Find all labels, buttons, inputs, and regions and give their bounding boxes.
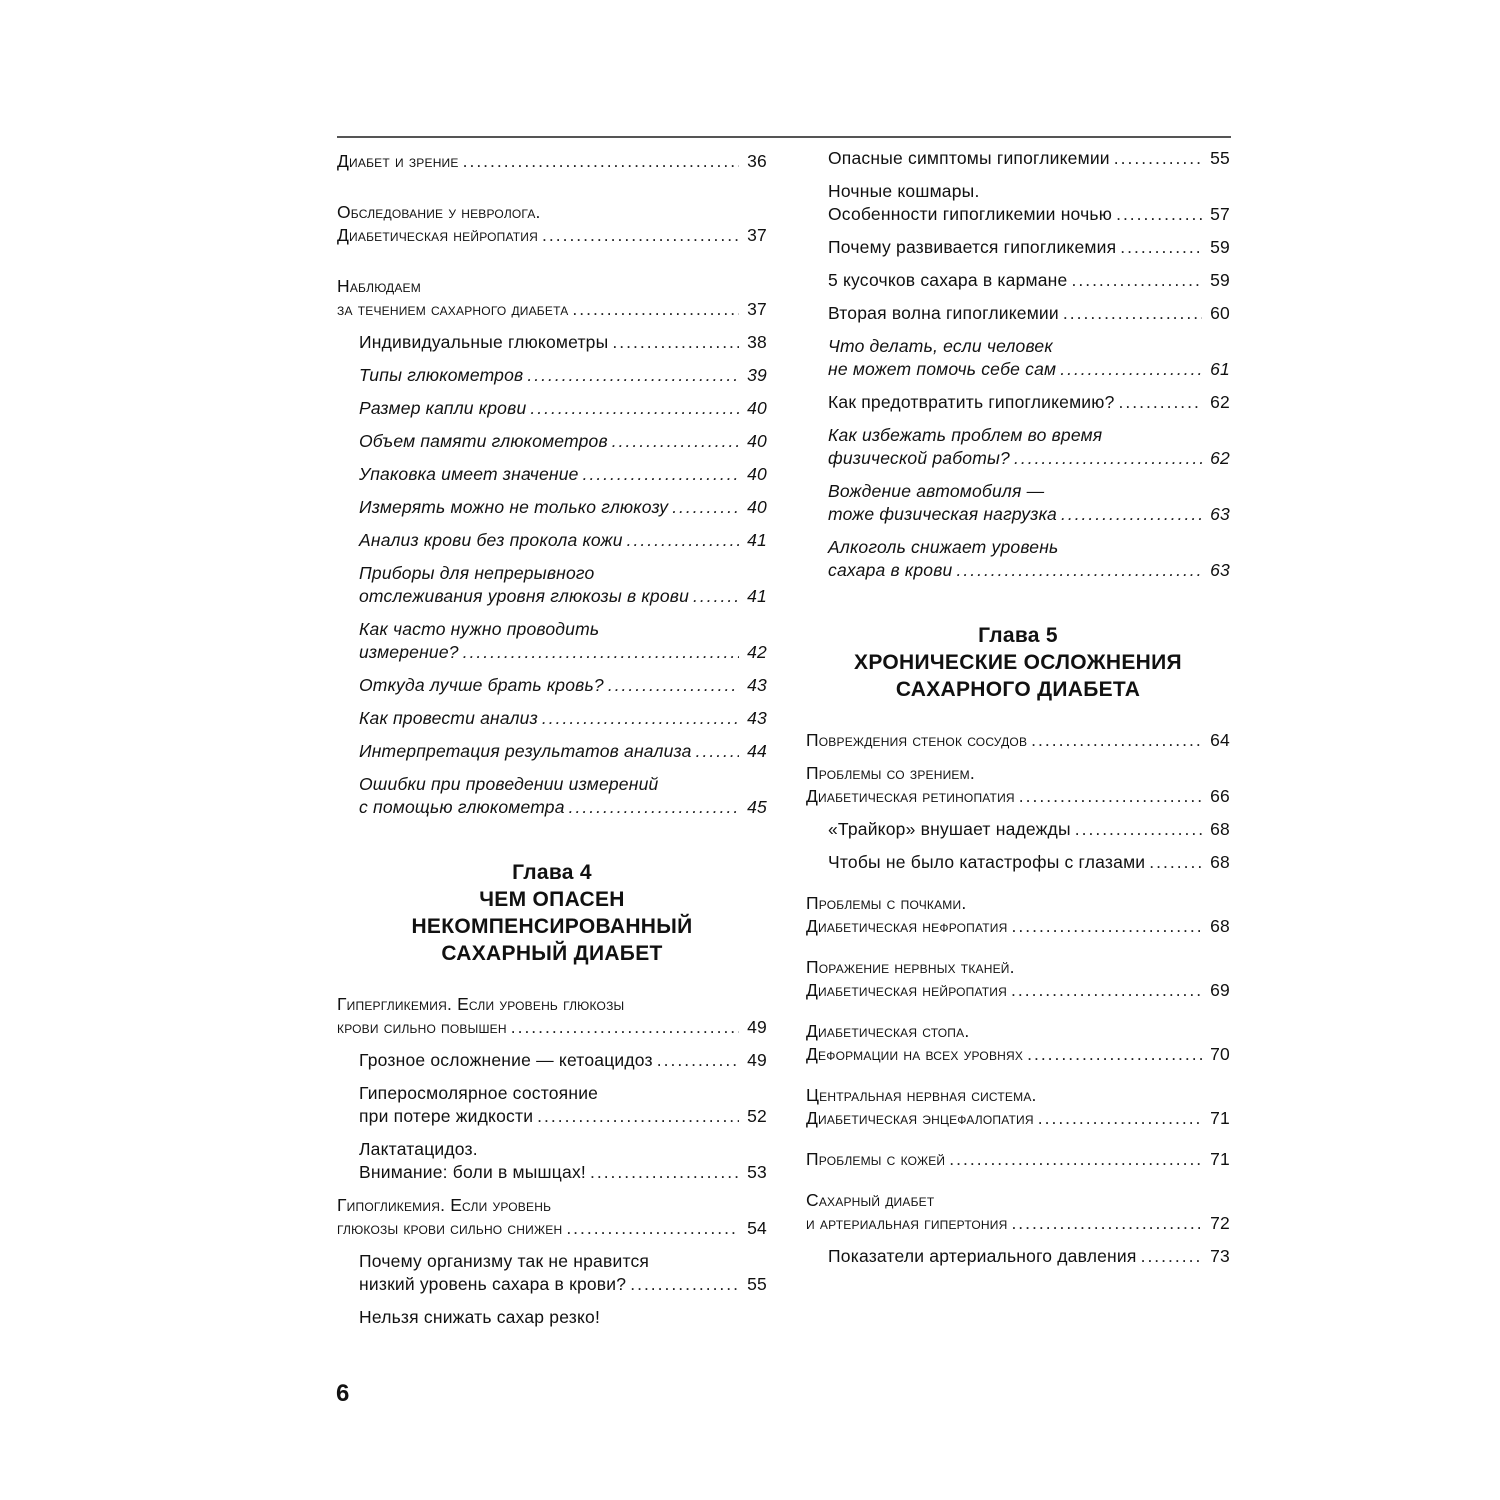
toc-page-number: 42 [747,642,767,662]
toc-page-number: 68 [1210,916,1230,936]
toc-page-number: 71 [1210,1149,1230,1169]
toc-entry [359,430,767,453]
toc-entry-text: тоже физическая нагрузка [828,504,1057,524]
toc-page-number: 49 [747,1050,767,1070]
toc-leader-dots [569,796,739,819]
toc-entry-text: Проблемы с кожей [806,1149,946,1169]
toc-page-number: 53 [747,1162,767,1182]
toc-page-number: 40 [747,398,767,418]
toc-page-number: 52 [747,1106,767,1126]
toc-page-number: 41 [747,586,767,606]
toc-leader-dots [612,331,739,354]
chapter-5-title-line-1: ХРОНИЧЕСКИЕ ОСЛОЖНЕНИЯ [854,651,1182,674]
toc-entry [828,269,1230,292]
toc-page-number: 71 [1210,1108,1230,1128]
toc-leader-dots [1061,503,1202,526]
toc-leader-dots [957,559,1203,582]
toc-leader-dots [1141,1245,1202,1268]
toc-left-column [337,150,767,1329]
toc-entry-text: с помощью глюкометра [359,797,565,817]
toc-list-left-2 [337,993,767,1329]
toc-entry [337,1194,767,1240]
toc-page-number: 69 [1210,980,1230,1000]
toc-leader-dots [583,463,739,486]
toc-entry-text: Как провести анализ [359,708,538,728]
toc-entry-text: Приборы для непрерывного [359,563,595,583]
toc-leader-dots [1011,979,1202,1002]
toc-leader-dots [1031,729,1202,752]
toc-leader-dots [672,496,739,519]
toc-page-number: 59 [1210,237,1230,257]
toc-entry-text: Индивидуальные глюкометры [359,332,609,352]
toc-leader-dots [1038,1107,1202,1130]
toc-entry [359,529,767,552]
toc-entry-text: Объем памяти глюкометров [359,431,608,451]
toc-page-number: 63 [1210,504,1230,524]
toc-entry-text: Интерпретация результатов анализа [359,741,692,761]
toc-entry-text: Вторая волна гипогликемии [828,303,1059,323]
toc-entry-text: и артериальная гипертония [806,1213,1008,1233]
toc-entry [337,150,767,173]
toc-page-number: 66 [1210,786,1230,806]
toc-list-right-1 [806,147,1230,582]
toc-entry-text: Ошибки при проведении измерений [359,774,659,794]
toc-page-number: 49 [747,1017,767,1037]
toc-entry [828,536,1230,582]
page-number: 6 [336,1380,350,1407]
toc-page-number: 44 [747,741,767,761]
toc-leader-dots [1149,851,1202,874]
toc-entry-text: Проблемы с почками. [806,893,967,913]
toc-leader-dots [608,674,739,697]
toc-leader-dots [612,430,739,453]
toc-page-number: 40 [747,497,767,517]
toc-entry-text: Почему организму так не нравится [359,1251,650,1271]
toc-page-number: 43 [747,675,767,695]
toc-entry-text: Диабетическая нейропатия [806,980,1007,1000]
toc-page-number: 54 [747,1218,767,1238]
toc-entry-text: Диабет и зрение [337,151,459,171]
toc-leader-dots [1071,269,1202,292]
toc-entry [337,993,767,1039]
toc-leader-dots [1012,915,1203,938]
toc-entry-text: «Трайкор» внушает надежды [828,819,1071,839]
toc-entry [359,1250,767,1296]
toc-entry-text: Внимание: боли в мышцах! [359,1162,586,1182]
toc-list-right-2 [806,729,1230,1268]
toc-page-number: 39 [747,365,767,385]
toc-page-number: 59 [1210,270,1230,290]
toc-leader-dots [566,1217,739,1240]
toc-entry-text: Нельзя снижать сахар резко! [359,1307,601,1327]
toc-entry-text: Диабетическая нейропатия [337,225,538,245]
toc-right-column [806,150,1230,1268]
toc-entry [828,236,1230,259]
toc-page-number: 38 [747,332,767,352]
toc-entry-text: 5 кусочков сахара в кармане [828,270,1068,290]
toc-page-number: 37 [747,299,767,319]
toc-entry [359,1049,767,1072]
toc-leader-dots [693,585,739,608]
toc-entry [337,201,767,247]
toc-leader-dots [630,1273,739,1296]
toc-leader-dots [1119,391,1202,414]
toc-entry-text: Диабетическая стопа. [806,1021,970,1041]
toc-leader-dots [572,298,739,321]
toc-entry-text: Проблемы со зрением. [806,763,975,783]
toc-entry-text: Гипогликемия. Если уровень [337,1195,552,1215]
toc-page-number: 73 [1210,1246,1230,1266]
toc-entry-text: Поражение нервных тканей. [806,957,1015,977]
toc-entry-text: Показатели артериального давления [828,1246,1137,1266]
toc-leader-dots [1075,818,1202,841]
toc-leader-dots [537,1105,739,1128]
toc-entry-text: Диабетическая энцефалопатия [806,1108,1034,1128]
toc-entry-text: Вождение автомобиля — [828,481,1045,501]
toc-leader-dots [463,641,739,664]
toc-entry [359,707,767,730]
toc-leader-dots [527,364,739,387]
toc-page-number: 40 [747,464,767,484]
toc-entry-text: Наблюдаем [337,276,421,296]
header-rule [337,136,1231,138]
toc-entry-text: Анализ крови без прокола кожи [359,530,623,550]
toc-entry [806,1189,1230,1235]
toc-page-number: 45 [747,797,767,817]
toc-entry [359,740,767,763]
toc-entry [359,397,767,420]
toc-entry-text: Сахарный диабет [806,1190,935,1210]
toc-entry-text: Гипергликемия. Если уровень глюкозы [337,994,625,1014]
toc-entry-text: Диабетическая нефропатия [806,916,1008,936]
toc-page-number: 64 [1210,730,1230,750]
toc-leader-dots [542,707,739,730]
toc-entry [359,463,767,486]
toc-entry-text: Измерять можно не только глюкозу [359,497,669,517]
toc-entry-text: физической работы? [828,448,1010,468]
toc-entry-text: Лактатацидоз. [359,1139,478,1159]
toc-entry [828,1245,1230,1268]
toc-entry-text: Как предотвратить гипогликемию? [828,392,1115,412]
toc-entry [359,364,767,387]
toc-entry-text: Как часто нужно проводить [359,619,600,639]
toc-leader-dots [590,1161,739,1184]
chapter-5-heading [806,622,1230,703]
toc-page-number: 41 [747,530,767,550]
toc-leader-dots [1014,447,1202,470]
toc-page-number: 62 [1210,392,1230,412]
toc-entry [337,275,767,321]
toc-page-number: 57 [1210,204,1230,224]
toc-entry-text: Особенности гипогликемии ночью [828,204,1113,224]
toc-page-number: 55 [1210,148,1230,168]
toc-entry-text: Повреждения стенок сосудов [806,730,1028,750]
toc-entry-text: Обследование у невролога. [337,202,541,222]
toc-entry [806,762,1230,808]
toc-page-number: 70 [1210,1044,1230,1064]
toc-entry [828,180,1230,226]
toc-entry [828,818,1230,841]
toc-leader-dots [1116,203,1202,226]
toc-list-left-1 [337,150,767,819]
chapter-4-title-line-2: САХАРНЫЙ ДИАБЕТ [441,942,663,965]
toc-page-number: 37 [747,225,767,245]
toc-leader-dots [511,1016,739,1039]
toc-page-number: 72 [1210,1213,1230,1233]
toc-entry [806,1084,1230,1130]
toc-entry [828,302,1230,325]
toc-entry-text: отслеживания уровня глюкозы в крови [359,586,690,606]
toc-entry-text: Типы глюкометров [359,365,524,385]
toc-entry [806,1020,1230,1066]
toc-leader-dots [1027,1043,1202,1066]
toc-entry-text: Грозное осложнение — кетоацидоз [359,1050,653,1070]
toc-entry [359,773,767,819]
toc-entry-text: Алкоголь снижает уровень [828,537,1059,557]
toc-page-number: 61 [1210,359,1230,379]
toc-leader-dots [1060,358,1202,381]
toc-leader-dots [1120,236,1202,259]
toc-page-number: 62 [1210,448,1230,468]
toc-entry [359,496,767,519]
toc-entry-text: крови сильно повышен [337,1017,507,1037]
toc-page-number: 40 [747,431,767,451]
toc-entry [359,1138,767,1184]
toc-entry [806,956,1230,1002]
toc-page-number: 68 [1210,819,1230,839]
toc-entry-text: измерение? [359,642,459,662]
toc-entry-text: Деформации на всех уровнях [806,1044,1024,1064]
toc-entry-text: Опасные симптомы гипогликемии [828,148,1110,168]
toc-entry-text: Откуда лучше брать кровь? [359,675,604,695]
toc-entry [806,1148,1230,1171]
toc-leader-dots [696,740,739,763]
toc-entry [828,851,1230,874]
toc-entry-text: Диабетическая ретинопатия [806,786,1015,806]
toc-leader-dots [949,1148,1202,1171]
toc-page-number: 60 [1210,303,1230,323]
toc-entry-text: при потере жидкости [359,1106,534,1126]
toc-entry-text: не может помочь себе сам [828,359,1057,379]
toc-entry-text: Размер капли крови [359,398,527,418]
toc-leader-dots [627,529,739,552]
chapter-4-heading [337,859,767,967]
toc-entry-text: Почему развивается гипогликемия [828,237,1117,257]
chapter-4-title-line-1: ЧЕМ ОПАСЕН НЕКОМПЕНСИРОВАННЫЙ [411,888,693,938]
toc-entry [828,424,1230,470]
toc-leader-dots [657,1049,739,1072]
toc-page-number: 43 [747,708,767,728]
toc-entry [359,1082,767,1128]
toc-entry-text: сахара в крови [828,560,953,580]
toc-entry-text: Что делать, если человек [828,336,1053,356]
toc-leader-dots [542,224,739,247]
toc-entry [359,562,767,608]
toc-leader-dots [1114,147,1202,170]
toc-leader-dots [1019,785,1202,808]
toc-leader-dots [530,397,739,420]
toc-leader-dots [1011,1212,1202,1235]
toc-entry [359,331,767,354]
toc-entry-text: Ночные кошмары. [828,181,980,201]
toc-entry-text: за течением сахарного диабета [337,299,569,319]
toc-entry [828,391,1230,414]
toc-leader-dots [1063,302,1202,325]
toc-entry [359,618,767,664]
toc-entry [828,335,1230,381]
toc-entry-text: Как избежать проблем во время [828,425,1103,445]
chapter-5-label: Глава 5 [978,624,1058,647]
toc-entry-text: Упаковка имеет значение [359,464,579,484]
toc-entry-text: Центральная нервная система. [806,1085,1037,1105]
toc-entry-text: Гиперосмолярное состояние [359,1083,599,1103]
chapter-4-label: Глава 4 [512,861,592,884]
chapter-5-title-line-2: САХАРНОГО ДИАБЕТА [895,678,1141,701]
toc-page-number: 68 [1210,852,1230,872]
toc-entry-text: Чтобы не было катастрофы с глазами [828,852,1146,872]
toc-entry [828,147,1230,170]
toc-page-number: 63 [1210,560,1230,580]
toc-entry-text: глюкозы крови сильно снижен [337,1218,563,1238]
toc-entry [359,1306,767,1329]
toc-entry [359,674,767,697]
toc-entry [806,892,1230,938]
toc-entry-text: низкий уровень сахара в крови? [359,1274,627,1294]
toc-page-number: 36 [747,151,767,171]
toc-entry [828,480,1230,526]
toc-leader-dots [463,150,739,173]
toc-entry [806,729,1230,752]
toc-page-number: 55 [747,1274,767,1294]
